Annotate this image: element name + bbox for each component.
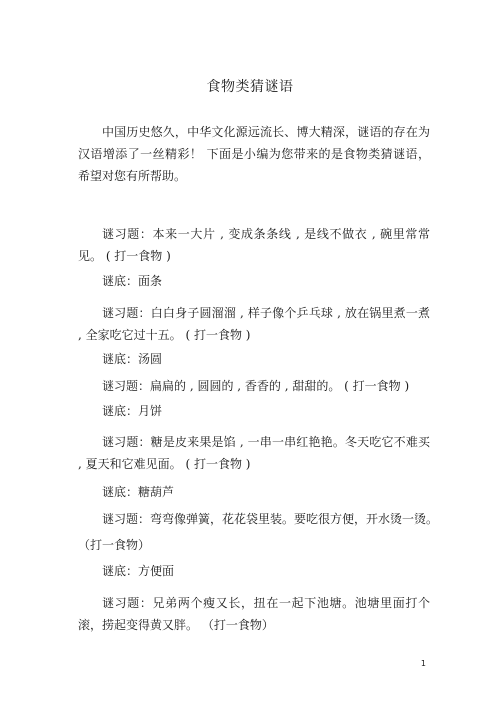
riddle-question-6: 谜习题：兄弟两个瘦又长，扭在一起下池塘。池塘里面打个滚，捞起变得黄又胖。 （打一食物） (78, 596, 430, 632)
riddle-answer-4: 谜底：糖葫芦 (102, 485, 175, 499)
riddle-question-5-hint: （打一食物） (78, 538, 151, 552)
riddle-answer-1: 谜底：面条 (102, 274, 163, 288)
page-title: 食物类猜谜语 (206, 79, 294, 95)
riddle-answer-5: 谜底：方便面 (102, 564, 175, 578)
page-number: 1 (420, 659, 426, 668)
riddle-question-3: 谜习题：扁扁的 , 圆圆的 , 香香的 , 甜甜的。 ( 打一食物 ) (102, 379, 410, 393)
riddle-answer-2: 谜底：汤圆 (102, 352, 163, 366)
intro-paragraph: 中国历史悠久，中华文化源远流长、博大精深，谜语的存在为汉语增添了一丝精彩！ 下面是小编为您带来的是食物类猜谜语， 希望对您有所帮助。 (78, 125, 430, 183)
riddle-answer-3: 谜底：月饼 (102, 404, 163, 418)
riddle-question-5: 谜习题：弯弯像弹簧，花花袋里装。要吃很方便，开水烫一烫。 (102, 512, 439, 526)
riddle-question-2: 谜习题：白白身子圆溜溜 , 样子像个乒乓球 , 放在锅里煮一煮 , 全家吃它过十五。 ( 打一食物 ) (78, 306, 430, 342)
riddle-question-4: 谜习题：糖是皮来果是馅 , 一串一串红艳艳。冬天吃它不难买 , 夏天和它难见面。 ( 打一食物 ) (78, 435, 430, 471)
riddle-question-1: 谜习题：本来一大片 , 变成条条线 , 是线不做衣 , 碗里常常见。 ( 打一食物 ) (78, 227, 430, 263)
